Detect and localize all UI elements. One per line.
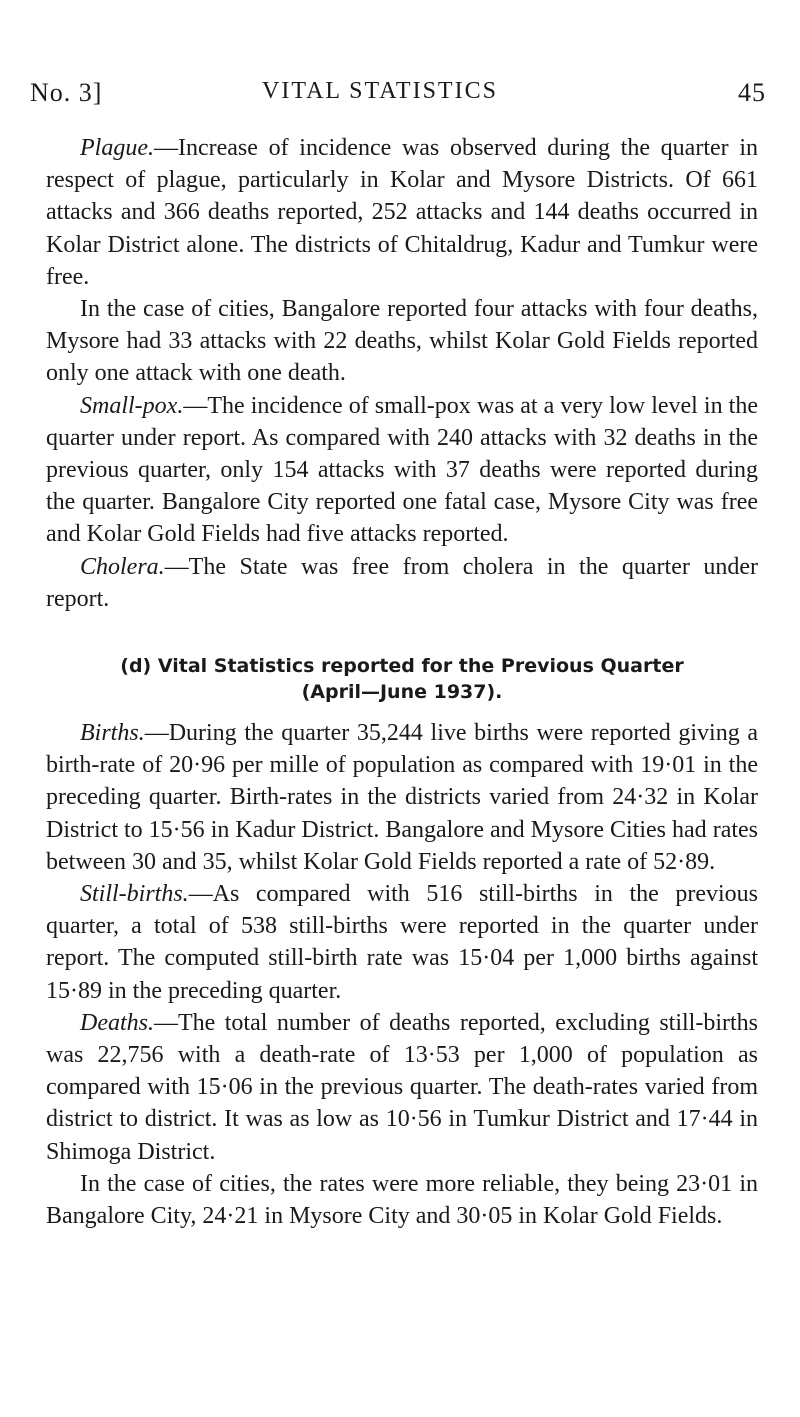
lead-plague: Plague. xyxy=(80,135,154,161)
text-deaths-cities: In the case of cities, the rates were more reliable, they being 23·01 in Bangalore City, 24·21 in Mysore City and 30·05 in Kolar Gold Fields. xyxy=(46,1170,758,1230)
text-cholera: —The State was free from cholera in the quarter under report. xyxy=(46,553,758,612)
lead-still-births: Still-births. xyxy=(80,881,189,908)
paragraph-plague xyxy=(46,132,758,293)
section-heading-line1: (d) Vital Statistics reported for the Previous Quarter xyxy=(120,655,684,678)
lead-small-pox: Small-pox. xyxy=(80,392,184,419)
lead-deaths: Deaths. xyxy=(80,1009,154,1036)
paragraph-small-pox xyxy=(46,390,758,551)
paragraph-births xyxy=(46,717,758,878)
lead-cholera: Cholera. xyxy=(80,553,165,580)
text-plague-cities: In the case of cities, Bangalore reported four attacks with four deaths, Mysore had 33 attacks with 22 deaths, whilst Kolar Gold Fields reported only one attack with one death. xyxy=(46,296,758,387)
text-deaths: —The total number of deaths reported, excluding still-births was 22,756 with a death-rate of 13·53 per 1,000 of population as compared with 15·06 in the previous quarter. The death-rates varied from district to district. It was as low as 10·56 in Tumkur District and 17·44 in Shimoga District. xyxy=(46,1009,758,1165)
paragraph-deaths-cities xyxy=(46,1168,758,1232)
paragraph-cholera xyxy=(46,551,758,615)
paragraph-still-births xyxy=(46,878,758,1007)
text-still-births: —As compared with 516 still-births in the previous quarter, a total of 538 still-births were reported in the quarter under report. The computed still-birth rate was 15·04 per 1,000 births against 15·89 in the preceding quarter. xyxy=(46,881,758,1004)
paragraph-plague-cities xyxy=(46,293,758,390)
body-text xyxy=(46,132,758,1232)
lead-births: Births. xyxy=(80,720,145,747)
page-number: 45 xyxy=(738,78,766,107)
text-births: —During the quarter 35,244 live births were reported giving a birth-rate of 20·96 per mille of population as compared with 19·01 in the preceding quarter. Birth-rates in the districts varied from 24·32 in Kolar District to 15·56 in Kadur District. Bangalore and Mysore Cities had rates between 30 and 35, whilst Kolar Gold Fields reported a rate of 52·89. xyxy=(46,720,758,875)
text-plague: —Increase of incidence was observed during the quarter in respect of plague, particularly in Kolar and Mysore Districts. Of 661 attacks and 366 deaths reported, 252 attacks and 144 deaths occurred in Kolar District alone. The districts of Chitaldrug, Kadur and Tumkur were free. xyxy=(46,135,758,290)
text-small-pox: —The incidence of small-pox was at a very low level in the quarter under report. As compared with 240 attacks with 32 deaths in the previous quarter, only 154 attacks with 37 deaths were reported during the quarter. Bangalore City reported one fatal case, Mysore City was free and Kolar Gold Fields had five attacks reported. xyxy=(46,392,758,548)
paragraph-deaths xyxy=(46,1007,758,1168)
section-heading xyxy=(46,653,758,705)
issue-number: No. 3] xyxy=(30,78,103,107)
running-head xyxy=(30,78,770,118)
running-title: VITAL STATISTICS xyxy=(262,78,498,104)
section-heading-line2: (April—June 1937). xyxy=(301,681,503,704)
